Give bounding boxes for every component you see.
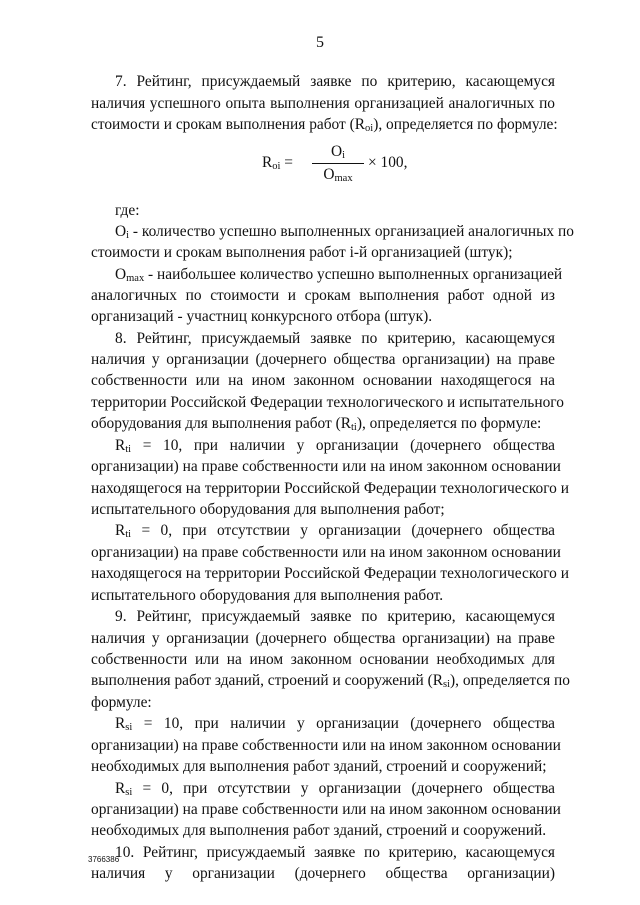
p8-line-2: наличия у организации (дочернего общества организации) на праве bbox=[91, 351, 555, 368]
p9-line-3: собственности или на ином законном основании необходимых для bbox=[91, 651, 555, 668]
formula-denominator: $O_{max}$ bbox=[323, 166, 353, 184]
formula-rhs: × 100, bbox=[368, 154, 408, 171]
def-omax-line-3: организаций - участниц конкурсного отбора (штук). bbox=[91, 308, 433, 325]
rti0-line-3: находящегося на территории Российской Федерации технологического и bbox=[91, 565, 569, 582]
p7-line-1: 7. Рейтинг, присуждаемый заявке по критерию, касающемуся bbox=[115, 73, 555, 90]
rsi0-line-1: $R_{si} = 0$, при отсутствии у организации (дочернего общества bbox=[115, 780, 555, 798]
p9-line-5: формуле: bbox=[91, 694, 152, 711]
p7-line-3: стоимости и срокам выполнения работ $(R_{oi})$, определяется по формуле: bbox=[91, 116, 558, 134]
p9-line-4: выполнения работ зданий, строений и сооружений $(R_{si})$, определяется по bbox=[91, 672, 570, 690]
p8-line-5: оборудования для выполнения работ $(R_{ti})$, определяется по формуле: bbox=[91, 415, 542, 433]
p8-line-3: собственности или на ином законном основании находящегося на bbox=[91, 372, 555, 389]
rsi10-line-2: организации) на праве собственности или на ином законном основании bbox=[91, 737, 561, 754]
document-code: 3766386 bbox=[88, 855, 120, 864]
p8-line-4: территории Российской Федерации технологического и испытательного bbox=[91, 394, 564, 411]
def-oi-line-1: $O_i$ - количество успешно выполненных организацией аналогичных по bbox=[115, 223, 574, 241]
rti10-line-1: $R_{ti} = 10$, при наличии у организации (дочернего общества bbox=[115, 437, 555, 455]
def-omax-line-2: аналогичных по стоимости и срокам выполнения работ одной из bbox=[91, 287, 555, 304]
rsi0-line-3: необходимых для выполнения работ зданий, строений и сооружений. bbox=[91, 822, 547, 839]
formula-fraction bbox=[312, 142, 364, 185]
p10-line-1: 10. Рейтинг, присуждаемый заявке по критерию, касающемуся bbox=[115, 844, 555, 861]
rsi10-line-3: необходимых для выполнения работ зданий, строений и сооружений; bbox=[91, 758, 547, 775]
formula-numerator: $O_i$ bbox=[330, 143, 346, 161]
def-oi-line-2: стоимости и срокам выполнения работ i-й организацией (штук); bbox=[91, 244, 513, 261]
p7-line-2: наличия успешного опыта выполнения организацией аналогичных по bbox=[91, 95, 555, 112]
p8-line-1: 8. Рейтинг, присуждаемый заявке по критерию, касающемуся bbox=[115, 330, 555, 347]
formula-lhs: $R_{oi}$ = bbox=[262, 154, 293, 172]
fraction-bar bbox=[312, 163, 364, 164]
rti0-line-4: испытательного оборудования для выполнения работ. bbox=[91, 587, 444, 604]
def-omax-line-1: $O_{max}$ - наибольшее количество успешно выполненных организацией bbox=[115, 266, 563, 284]
rti10-line-2: организации) на праве собственности или на ином законном основании bbox=[91, 458, 561, 475]
rsi0-line-2: организации) на праве собственности или на ином законном основании bbox=[91, 801, 561, 818]
page-number: 5 bbox=[316, 34, 324, 51]
formula-roi bbox=[262, 142, 422, 186]
rti0-line-2: организации) на праве собственности или на ином законном основании bbox=[91, 544, 561, 561]
p9-line-1: 9. Рейтинг, присуждаемый заявке по критерию, касающемуся bbox=[115, 608, 555, 625]
p9-line-2: наличия у организации (дочернего общества организации) на праве bbox=[91, 630, 555, 647]
p10-line-2: наличия у организации (дочернего общества организации) bbox=[91, 865, 555, 882]
rsi10-line-1: $R_{si} = 10$, при наличии у организации (дочернего общества bbox=[115, 715, 555, 733]
rti10-line-4: испытательного оборудования для выполнения работ; bbox=[91, 501, 445, 518]
rti10-line-3: находящегося на территории Российской Федерации технологического и bbox=[91, 480, 569, 497]
rti0-line-1: $R_{ti} = 0$, при отсутствии у организации (дочернего общества bbox=[115, 522, 555, 540]
where-label: где: bbox=[115, 202, 140, 219]
